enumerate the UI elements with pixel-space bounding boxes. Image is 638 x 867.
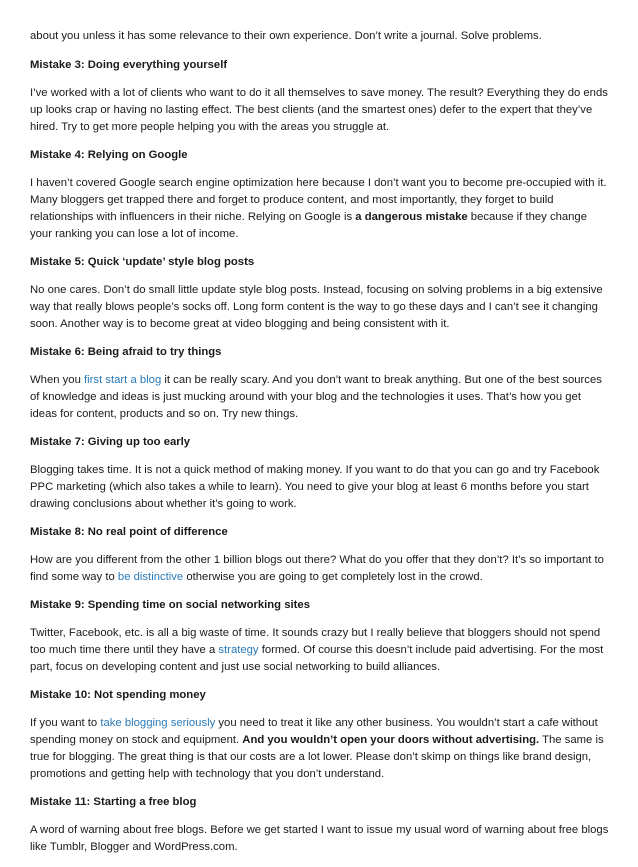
paragraph-mistake-3: I’ve worked with a lot of clients who want to do it all themselves to save money. The result? Everything they do ends up looks crap or having no lasting effect. The best clients (and the smartest ones) defer to the expert that they’ve hired. Try to get more people helping you with the areas you struggle at. <box>30 87 608 133</box>
paragraph-mistake-5: No one cares. Don’t do small little update style blog posts. Instead, focusing on solving problems in a big extensive way that really blows people’s socks off. Long form content is the way to go these days and I can’t see it changing soon. Another way is to become great at video blogging and being consistent with it. <box>30 284 603 330</box>
link-be-distinctive[interactable]: be distinctive <box>117 571 184 583</box>
bold-phrase: And you wouldn’t open your doors without advertising. <box>242 734 540 746</box>
heading-mistake-11: Mistake 11: Starting a free blog <box>30 796 197 808</box>
heading-mistake-7: Mistake 7: Giving up too early <box>30 436 191 448</box>
intro-paragraph: about you unless it has some relevance to their own experience. Don’t write a journal. Solve problems. <box>30 30 542 42</box>
paragraph-mistake-9 <box>30 625 610 676</box>
paragraph-text: because if they change your ranking you can lose a lot of income. <box>30 211 588 240</box>
paragraph-mistake-4 <box>30 175 610 243</box>
paragraph-mistake-10 <box>30 715 610 783</box>
paragraph-mistake-7: Blogging takes time. It is not a quick method of making money. If you want to do that you can go and try Facebook PPC marketing (which also takes a while to learn). You need to give your blog at least 6 months before you start drawing conclusions about whether it’s going to work. <box>30 464 600 510</box>
heading-mistake-10: Mistake 10: Not spending money <box>30 689 206 701</box>
heading-mistake-3: Mistake 3: Doing everything yourself <box>30 59 228 71</box>
paragraph-mistake-11: A word of warning about free blogs. Before we get started I want to issue my usual word of warning about free blogs like Tumblr, Blogger and WordPress.com. <box>30 824 609 853</box>
heading-mistake-8: Mistake 8: No real point of difference <box>30 526 228 538</box>
paragraph-text: How are you different from the other 1 billion blogs out there? What do you offer that they don’t? It’s so important to find some way to <box>30 554 604 583</box>
link-first-start-a-blog[interactable]: first start a blog <box>84 374 162 386</box>
paragraph-mistake-6 <box>30 372 610 423</box>
paragraph-text: you need to treat it like any other business. You wouldn’t start a cafe without spending money on stock and equipment. <box>30 717 598 746</box>
heading-mistake-9: Mistake 9: Spending time on social networking sites <box>30 599 310 611</box>
paragraph-text: If you want to <box>30 717 101 729</box>
heading-mistake-4: Mistake 4: Relying on Google <box>30 149 188 161</box>
bold-phrase: a dangerous mistake <box>355 211 468 223</box>
paragraph-text: it can be really scary. And you don’t want to break anything. But one of the best sources of knowledge and ideas is just mucking around with your blog and the technologies it uses. That’s how you get ideas for content, products and so on. Try new things. <box>30 374 602 420</box>
paragraph-text: formed. Of course this doesn’t include paid advertising. For the most part, focus on developing content and just use social networking to build alliances. <box>30 644 604 673</box>
heading-mistake-5: Mistake 5: Quick ‘update’ style blog posts <box>30 256 255 268</box>
paragraph-mistake-8 <box>30 552 610 586</box>
paragraph-text: Twitter, Facebook, etc. is all a big waste of time. It sounds crazy but I really believe that bloggers should not spend too much time there until they have a <box>30 627 601 656</box>
paragraph-text: I haven’t covered Google search engine optimization here because I don’t want you to become pre-occupied with it. Many bloggers get trapped there and forget to produce content, and most importantly, they forget to build relationships with influencers in their niche. Relying on Google is <box>30 177 607 223</box>
paragraph-text: otherwise you are going to get completely lost in the crowd. <box>183 571 483 583</box>
document-page <box>30 28 610 867</box>
heading-mistake-6: Mistake 6: Being afraid to try things <box>30 346 222 358</box>
link-strategy[interactable]: strategy <box>218 644 259 656</box>
paragraph-text: The same is true for blogging. The great thing is that our costs are a lot lower. Please don’t skimp on things like brand design, promotions and getting help with technology that you don’t understand. <box>30 734 604 780</box>
paragraph-text: When you <box>30 374 85 386</box>
link-take-blogging-seriously[interactable]: take blogging seriously <box>100 717 216 729</box>
